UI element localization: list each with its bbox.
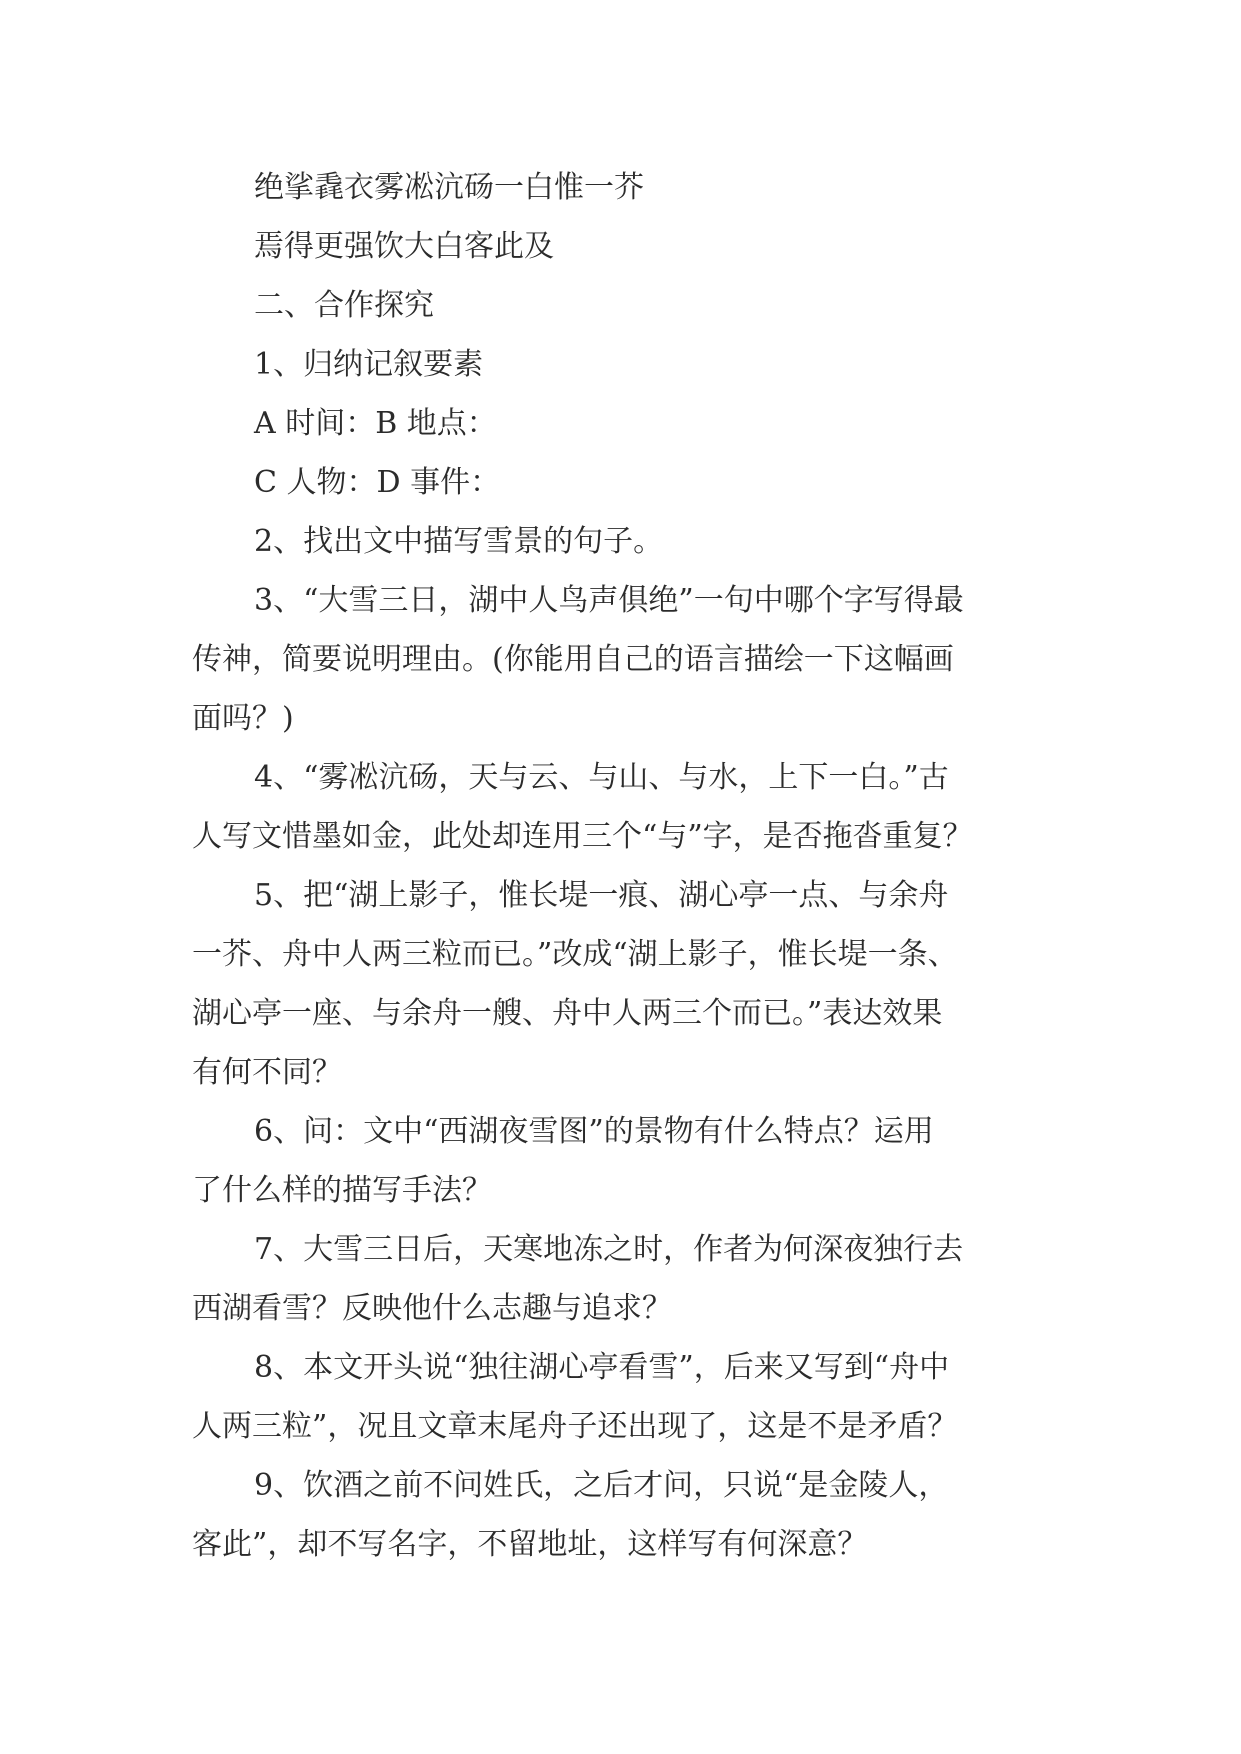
question-line: 湖心亭一座、与余舟一艘、舟中人两三个而已。”表达效果 (192, 996, 943, 1031)
question-line: 一芥、舟中人两三粒而已。”改成“湖上影子，惟长堤一条、 (192, 937, 958, 972)
question-6 (192, 1102, 1052, 1220)
section-heading: 二、合作探究 (254, 288, 434, 323)
question-line: 3、“大雪三日，湖中人鸟声俱绝”一句中哪个字写得最 (254, 583, 964, 618)
question-line: 6、问：文中“西湖夜雪图”的景物有什么特点？运用 (254, 1114, 934, 1149)
question-1-blank-c-d: C 人物：D 事件： (254, 465, 501, 500)
text-line: 焉得更强饮大白客此及 (254, 229, 554, 264)
question-line: 4、“雾凇沆砀，天与云、与山、与水，上下一白。”古 (254, 760, 949, 795)
question-8 (192, 1338, 1052, 1456)
question-line: 人两三粒”，况且文章末尾舟子还出现了，这是不是矛盾？ (192, 1409, 958, 1444)
question-7 (192, 1220, 1052, 1338)
question-line: 7、大雪三日后，天寒地冻之时，作者为何深夜独行去 (254, 1232, 964, 1267)
text-line: 绝挲毳衣雾凇沆砀一白惟一芥 (254, 170, 644, 205)
question-line: 西湖看雪？反映他什么志趣与追求？ (192, 1291, 672, 1326)
question-2: 2、找出文中描写雪景的句子。 (254, 524, 664, 559)
question-line: 9、饮酒之前不问姓氏，之后才问，只说“是金陵人， (254, 1468, 949, 1503)
question-9 (192, 1456, 1052, 1574)
question-3 (192, 571, 1052, 748)
document-body (192, 158, 1052, 1574)
question-line: 人写文惜墨如金，此处却连用三个“与”字，是否拖沓重复？ (192, 819, 973, 854)
question-line: 有何不同？ (192, 1055, 342, 1090)
question-5 (192, 866, 1052, 1102)
question-line: 了什么样的描写手法？ (192, 1173, 492, 1208)
question-4 (192, 748, 1052, 866)
question-line: 客此”，却不写名字，不留地址，这样写有何深意？ (192, 1527, 868, 1562)
question-line: 传神，简要说明理由。(你能用自己的语言描绘一下这幅画 (192, 642, 954, 677)
question-line: 5、把“湖上影子，惟长堤一痕、湖心亭一点、与余舟 (254, 878, 949, 913)
question-line: 8、本文开头说“独往湖心亭看雪”，后来又写到“舟中 (254, 1350, 950, 1385)
question-1-blank-a-b: A 时间：B 地点： (254, 406, 497, 441)
question-line: 面吗？) (192, 701, 294, 736)
question-1: 1、归纳记叙要素 (254, 347, 484, 382)
